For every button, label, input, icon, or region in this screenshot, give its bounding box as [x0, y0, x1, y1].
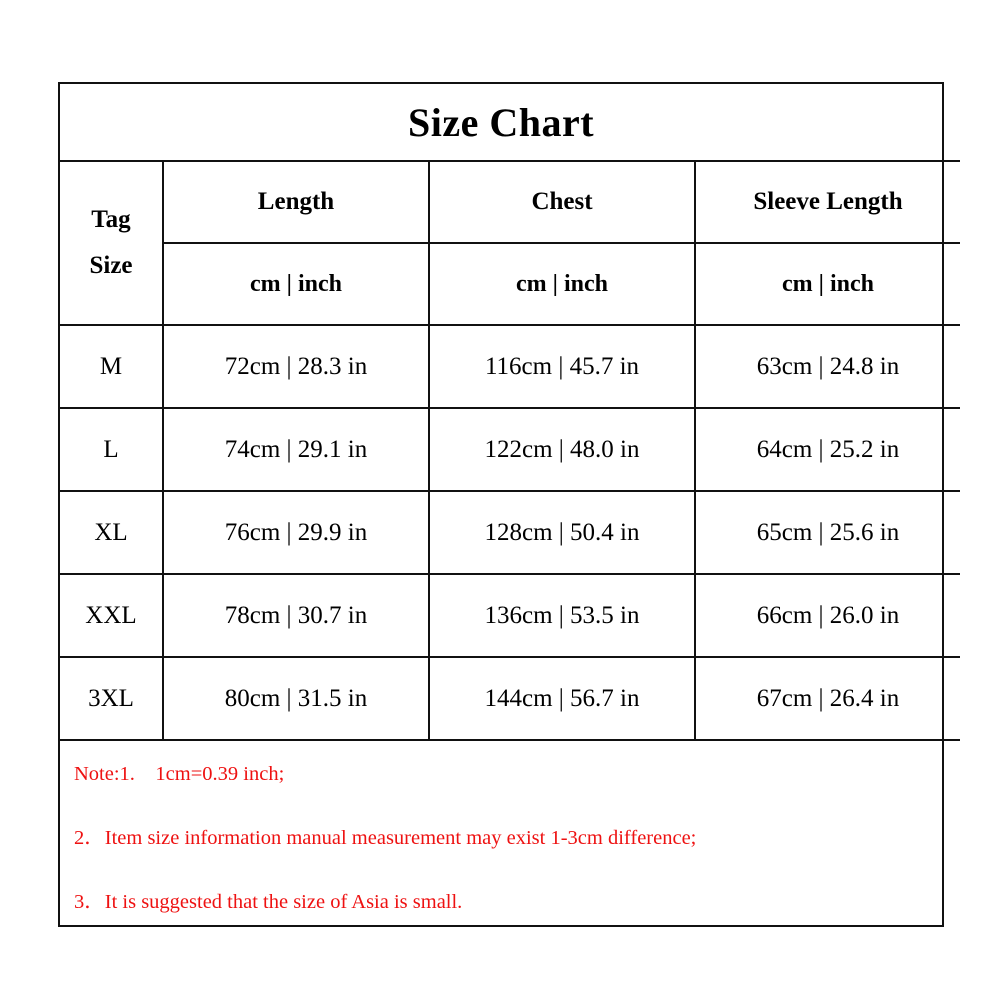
- note-line-1: Note:1. 1cm=0.39 inch;: [74, 763, 285, 785]
- column-header-chest: Chest: [429, 161, 695, 243]
- table-row: [60, 408, 960, 491]
- size-table: [60, 160, 960, 741]
- cell-chest: 144cm | 56.7 in: [429, 657, 695, 740]
- cell-chest: 122cm | 48.0 in: [429, 408, 695, 491]
- cell-sleeve: 65cm | 25.6 in: [695, 491, 960, 574]
- table-header-row-main: [60, 161, 960, 243]
- notes-section: [60, 741, 942, 914]
- cell-length: 72cm | 28.3 in: [163, 325, 429, 408]
- column-header-sleeve-length: Sleeve Length: [695, 161, 960, 243]
- cell-sleeve: 64cm | 25.2 in: [695, 408, 960, 491]
- table-row: [60, 491, 960, 574]
- column-unit-length: cm | inch: [163, 243, 429, 325]
- table-row: [60, 657, 960, 740]
- size-chart-frame: [58, 82, 944, 927]
- column-unit-sleeve-length: cm | inch: [695, 243, 960, 325]
- cell-length: 80cm | 31.5 in: [163, 657, 429, 740]
- cell-size: 3XL: [60, 657, 163, 740]
- cell-chest: 136cm | 53.5 in: [429, 574, 695, 657]
- cell-size: XXL: [60, 574, 163, 657]
- cell-chest: 128cm | 50.4 in: [429, 491, 695, 574]
- note-line-3: 3．It is suggested that the size of Asia is small.: [74, 891, 463, 913]
- table-row: [60, 574, 960, 657]
- column-header-length: Length: [163, 161, 429, 243]
- column-unit-chest: cm | inch: [429, 243, 695, 325]
- cell-length: 76cm | 29.9 in: [163, 491, 429, 574]
- note-line-2: 2．Item size information manual measurement may exist 1-3cm difference;: [74, 827, 697, 849]
- cell-sleeve: 66cm | 26.0 in: [695, 574, 960, 657]
- cell-length: 74cm | 29.1 in: [163, 408, 429, 491]
- cell-chest: 116cm | 45.7 in: [429, 325, 695, 408]
- cell-size: L: [60, 408, 163, 491]
- cell-size: XL: [60, 491, 163, 574]
- table-header-row-units: [60, 243, 960, 325]
- tag-size-header-line2: Size: [89, 252, 133, 279]
- table-row: [60, 325, 960, 408]
- cell-sleeve: 63cm | 24.8 in: [695, 325, 960, 408]
- page-title: Size Chart: [407, 99, 595, 145]
- tag-size-header: [60, 161, 163, 325]
- cell-length: 78cm | 30.7 in: [163, 574, 429, 657]
- tag-size-header-line1: Tag: [91, 205, 131, 233]
- cell-size: M: [60, 325, 163, 408]
- cell-sleeve: 67cm | 26.4 in: [695, 657, 960, 740]
